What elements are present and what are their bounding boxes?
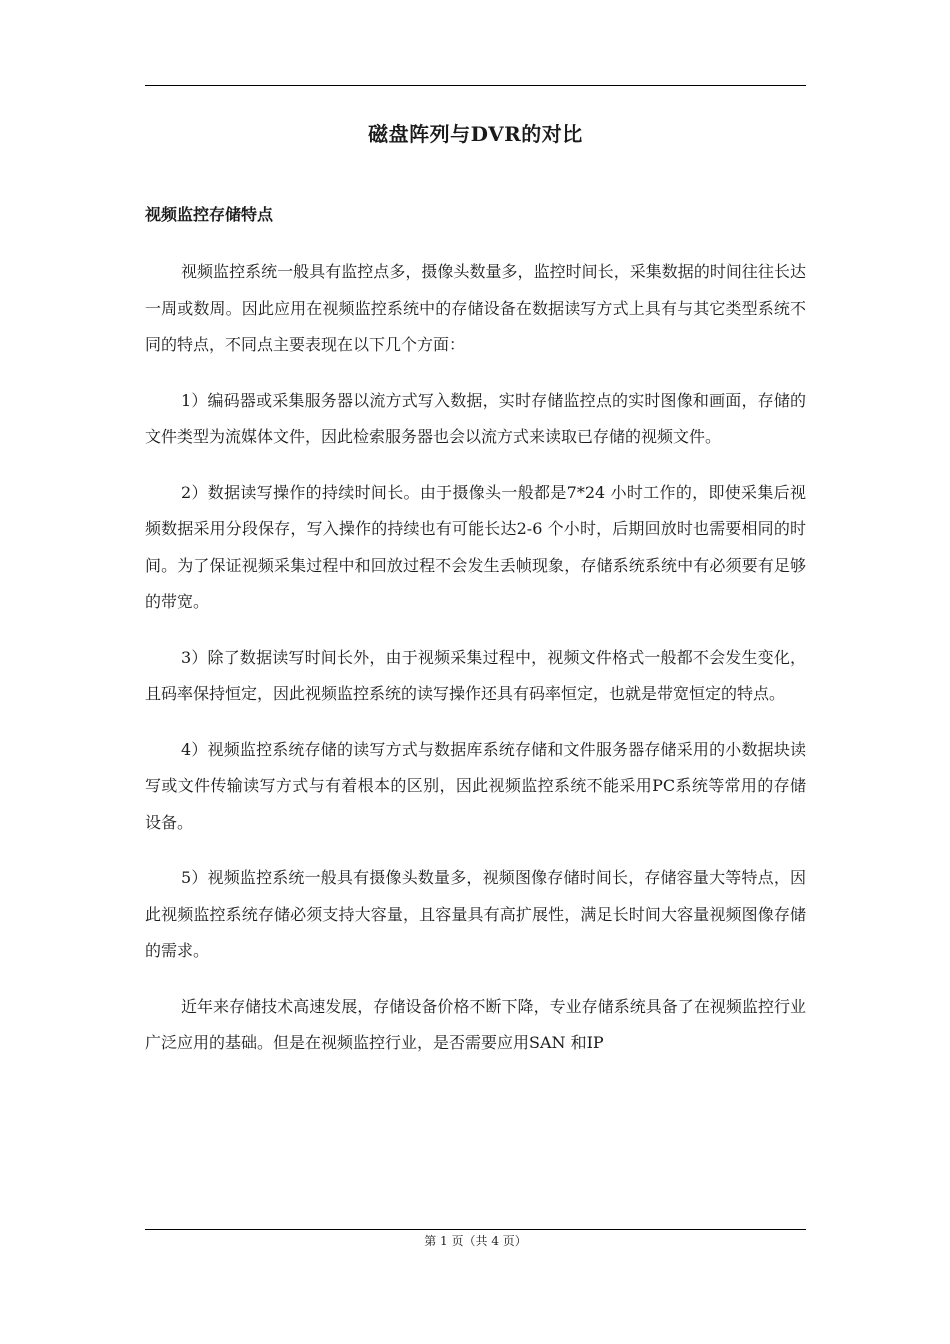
paragraph-point-4: 4）视频监控系统存储的读写方式与数据库系统存储和文件服务器存储采用的小数据块读写或文件传输读写方式与有着根本的区别，因此视频监控系统不能采用PC系统等常用的存储设备。 (145, 739, 806, 832)
header-rule (145, 85, 806, 86)
page-number: 第 1 页（共 4 页） (424, 1234, 527, 1248)
document-page (145, 0, 806, 1344)
paragraph-intro: 视频监控系统一般具有监控点多，摄像头数量多，监控时间长，采集数据的时间往往长达一周或数周。因此应用在视频监控系统中的存储设备在数据读写方式上具有与其它类型系统不同的特点，不同点主要表现在以下几个方面： (145, 262, 806, 354)
section-heading: 视频监控存储特点 (145, 205, 274, 224)
paragraph-point-5: 5）视频监控系统一般具有摄像头数量多，视频图像存储时间长，存储容量大等特点，因此视频监控系统存储必须支持大容量，且容量具有高扩展性，满足长时间大容量视频图像存储的需求。 (145, 868, 806, 960)
document-body (145, 254, 806, 1081)
paragraph-point-3: 3）除了数据读写时间长外，由于视频采集过程中，视频文件格式一般都不会发生变化，且码率保持恒定，因此视频监控系统的读写操作还具有码率恒定，也就是带宽恒定的特点。 (145, 647, 806, 703)
paragraph-point-1: 1）编码器或采集服务器以流方式写入数据，实时存储监控点的实时图像和画面，存储的文件类型为流媒体文件，因此检索服务器也会以流方式来读取已存储的视频文件。 (145, 390, 806, 446)
document-title: 磁盘阵列与DVR的对比 (368, 122, 583, 146)
paragraph-conclusion: 近年来存储技术高速发展，存储设备价格不断下降，专业存储系统具备了在视频监控行业广泛应用的基础。但是在视频监控行业，是否需要应用SAN 和IP (145, 996, 806, 1052)
footer-rule (145, 1229, 806, 1230)
paragraph-point-2: 2）数据读写操作的持续时间长。由于摄像头一般都是7*24 小时工作的，即使采集后视频数据采用分段保存，写入操作的持续也有可能长达2-6 个小时，后期回放时也需要相同的时间。为了保证视频采集过程中和回放过程不会发生丢帧现象，存储系统系统中有必须要有足够的带宽。 (145, 482, 806, 611)
